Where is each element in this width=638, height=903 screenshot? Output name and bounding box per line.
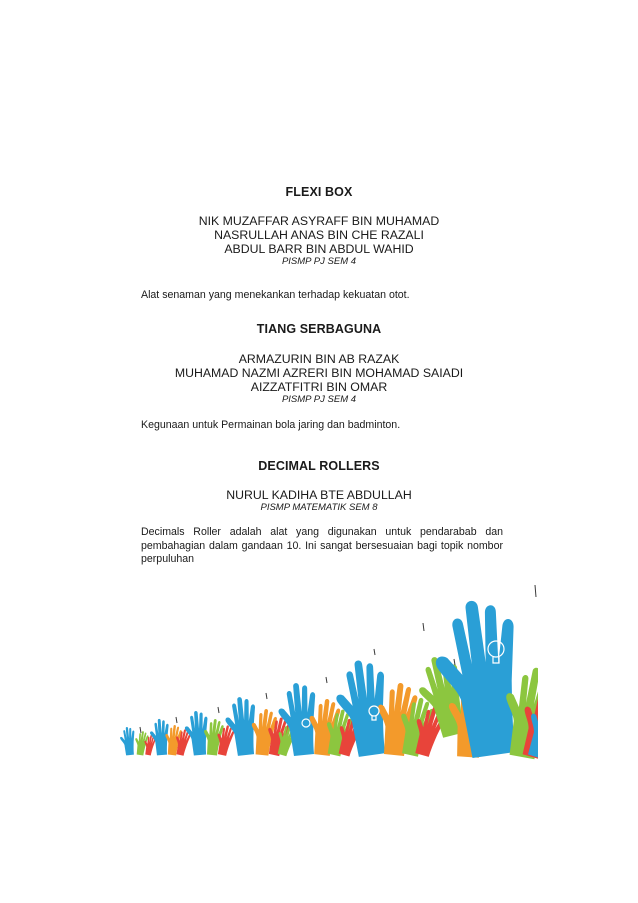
author-name: MUHAMAD NAZMI AZRERI BIN MOHAMAD SAIADI xyxy=(174,366,464,380)
author-name: NASRULLAH ANAS BIN CHE RAZALI xyxy=(214,228,424,242)
program-label: PISMP PJ SEM 4 xyxy=(281,394,357,405)
section-title-decimal-rollers: DECIMAL ROLLERS xyxy=(258,459,380,473)
section-description: Decimals Roller adalah alat yang digunakan untuk pendarabab dan pembahagian dalam gandaan 10. Ini sangat bersesuaian bagi topik nombor perpuluhan xyxy=(141,526,503,565)
author-name: ARMAZURIN BIN AB RAZAK xyxy=(238,352,400,366)
author-name: NIK MUZAFFAR ASYRAFF BIN MUHAMAD xyxy=(198,214,440,228)
section-title-tiang-serbaguna: TIANG SERBAGUNA xyxy=(256,322,382,336)
program-label: PISMP PJ SEM 4 xyxy=(281,256,357,267)
raised-hands-illustration xyxy=(118,585,538,760)
section-title-flexi-box: FLEXI BOX xyxy=(285,185,353,199)
program-label: PISMP MATEMATIK SEM 8 xyxy=(260,502,378,513)
author-name: AIZZATFITRI BIN OMAR xyxy=(250,380,388,394)
author-name: NURUL KADIHA BTE ABDULLAH xyxy=(226,488,412,502)
section-description: Alat senaman yang menekankan terhadap kekuatan otot. xyxy=(141,289,410,301)
hand-group xyxy=(119,585,538,760)
section-description: Kegunaan untuk Permainan bola jaring dan badminton. xyxy=(141,419,401,431)
author-name: ABDUL BARR BIN ABDUL WAHID xyxy=(224,242,414,256)
